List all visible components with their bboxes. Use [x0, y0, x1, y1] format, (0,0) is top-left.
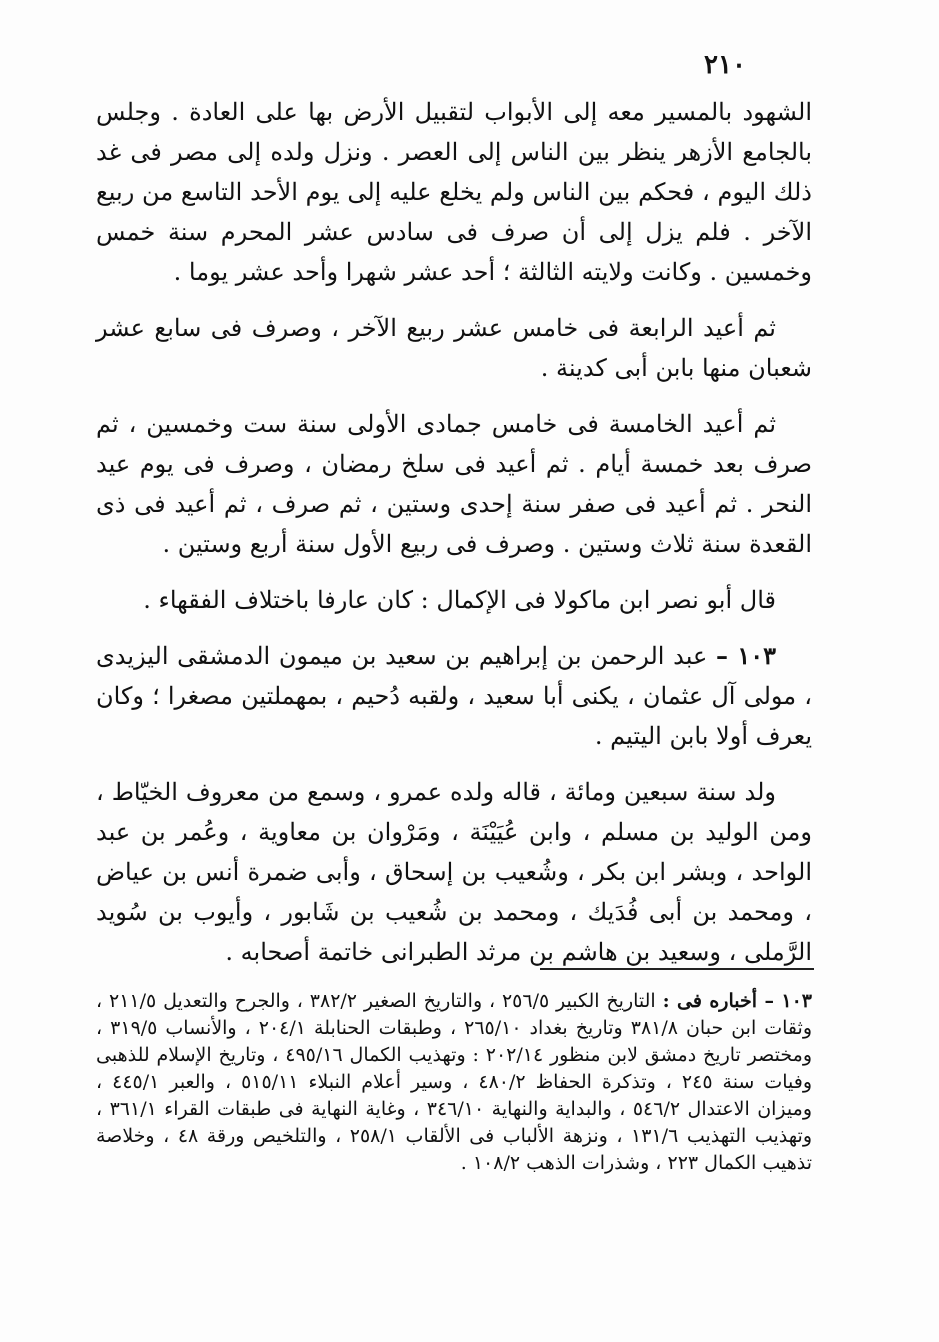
footnote-text: التاريخ الكبير ٢٥٦/٥ ، والتاريخ الصغير ٣٨٢/٢ ، والجرح والتعديل ٢١١/٥ ، وثقات ابن حبان ٣٨١/٨ وتاريخ بغداد ٢٦٥/١٠ ، وطبقات الحنابلة ٢٠٤/١ ، والأنساب ٣١٩/٥ ، ومختصر تاريخ دمشق لابن منظور ٢٠٢/١٤ : وتهذيب الكمال ٤٩٥/١٦ ، وتاريخ الإسلام للذهبى وفيات سنة ٢٤٥ ، وتذكرة الحفاظ ٤٨٠/٢ ، وسير أعلام النبلاء ٥١٥/١١ ، والعبر ٤٤٥/١ ، وميزان الاعتدال ٥٤٦/٢ ، والبداية والنهاية ٣٤٦/١٠ ، وغاية النهاية فى طبقات القراء ٣٦١/١ ، وتهذيب التهذيب ١٣١/٦ ، ونزهة الألباب فى الألقاب ٢٥٨/١ ، والتلخيص ورقة ٤٨ ، وخلاصة تذهيب الكمال ٢٢٣ ، وشذرات الذهب ١٠٨/٢ .	[96, 990, 813, 1174]
footnote	[96, 988, 812, 1177]
main-text	[96, 92, 812, 988]
entry-paragraph: ولد سنة سبعين ومائة ، قاله ولده عمرو ، وسمع من معروف الخيّاط ، ومن الوليد بن مسلم ، وابن عُيَيْنَة ، ومَرْوان بن معاوية ، وعُمر بن عبد الواحد ، وبشر ابن بكر ، وشُعيب بن إسحاق ، وأبى ضمرة أنس بن عياض ، ومحمد بن أبى فُدَيك ، ومحمد بن شُعيب بن شَابور ، وأيوب بن سُويد الرَّملى ، وسعيد بن هاشم بن مرثد الطبرانى خاتمة أصحابه .	[96, 778, 812, 966]
paragraph-2: ثم أعيد الرابعة فى خامس عشر ربيع الآخر ، وصرف فى سابع عشر شعبان منها بابن أبى كدينة .	[96, 314, 812, 382]
paragraph-1: الشهود بالمسير معه إلى الأبواب لتقبيل الأرض بها على العادة . وجلس بالجامع الأزهر ينظر بين الناس إلى العصر . ونزل ولده إلى مصر فى غد ذلك اليوم ، فحكم بين الناس ولم يخلع عليه إلى يوم الأحد التاسع من ربيع الآخر . فلم يزل إلى أن صرف فى سادس عشر المحرم سنة خمس وخمسين . وكانت ولايته الثالثة ؛ أحد عشر شهرا وأحد عشر يوما .	[96, 98, 812, 286]
entry-heading-text: عبد الرحمن بن إبراهيم بن سعيد بن ميمون الدمشقى اليزيدى ، مولى آل عثمان ، يكنى أبا سعيد ، ولقبه دُحيم ، بمهملتين مصغرا ؛ وكان يعرف أولا بابن اليتيم .	[96, 642, 812, 750]
entry-number: ١٠٣ –	[715, 641, 776, 670]
footnote-divider	[540, 968, 814, 970]
paragraph-4: قال أبو نصر ابن ماكولا فى الإكمال : كان عارفا باختلاف الفقهاء .	[143, 586, 776, 614]
biography-entry	[96, 636, 812, 756]
footnote-label: ١٠٣ – أخباره فى :	[662, 990, 812, 1012]
paragraph-3: ثم أعيد الخامسة فى خامس جمادى الأولى سنة ست وخمسين ، ثم صرف بعد خمسة أيام . ثم أعيد فى سلخ رمضان ، وصرف فى يوم عيد النحر . ثم أعيد فى صفر سنة إحدى وستين ، ثم صرف ، ثم أعيد فى ذى القعدة سنة ثلاث وستين . وصرف فى ربيع الأول سنة أربع وستين .	[96, 410, 812, 558]
page-number: ٢١٠	[704, 50, 746, 80]
